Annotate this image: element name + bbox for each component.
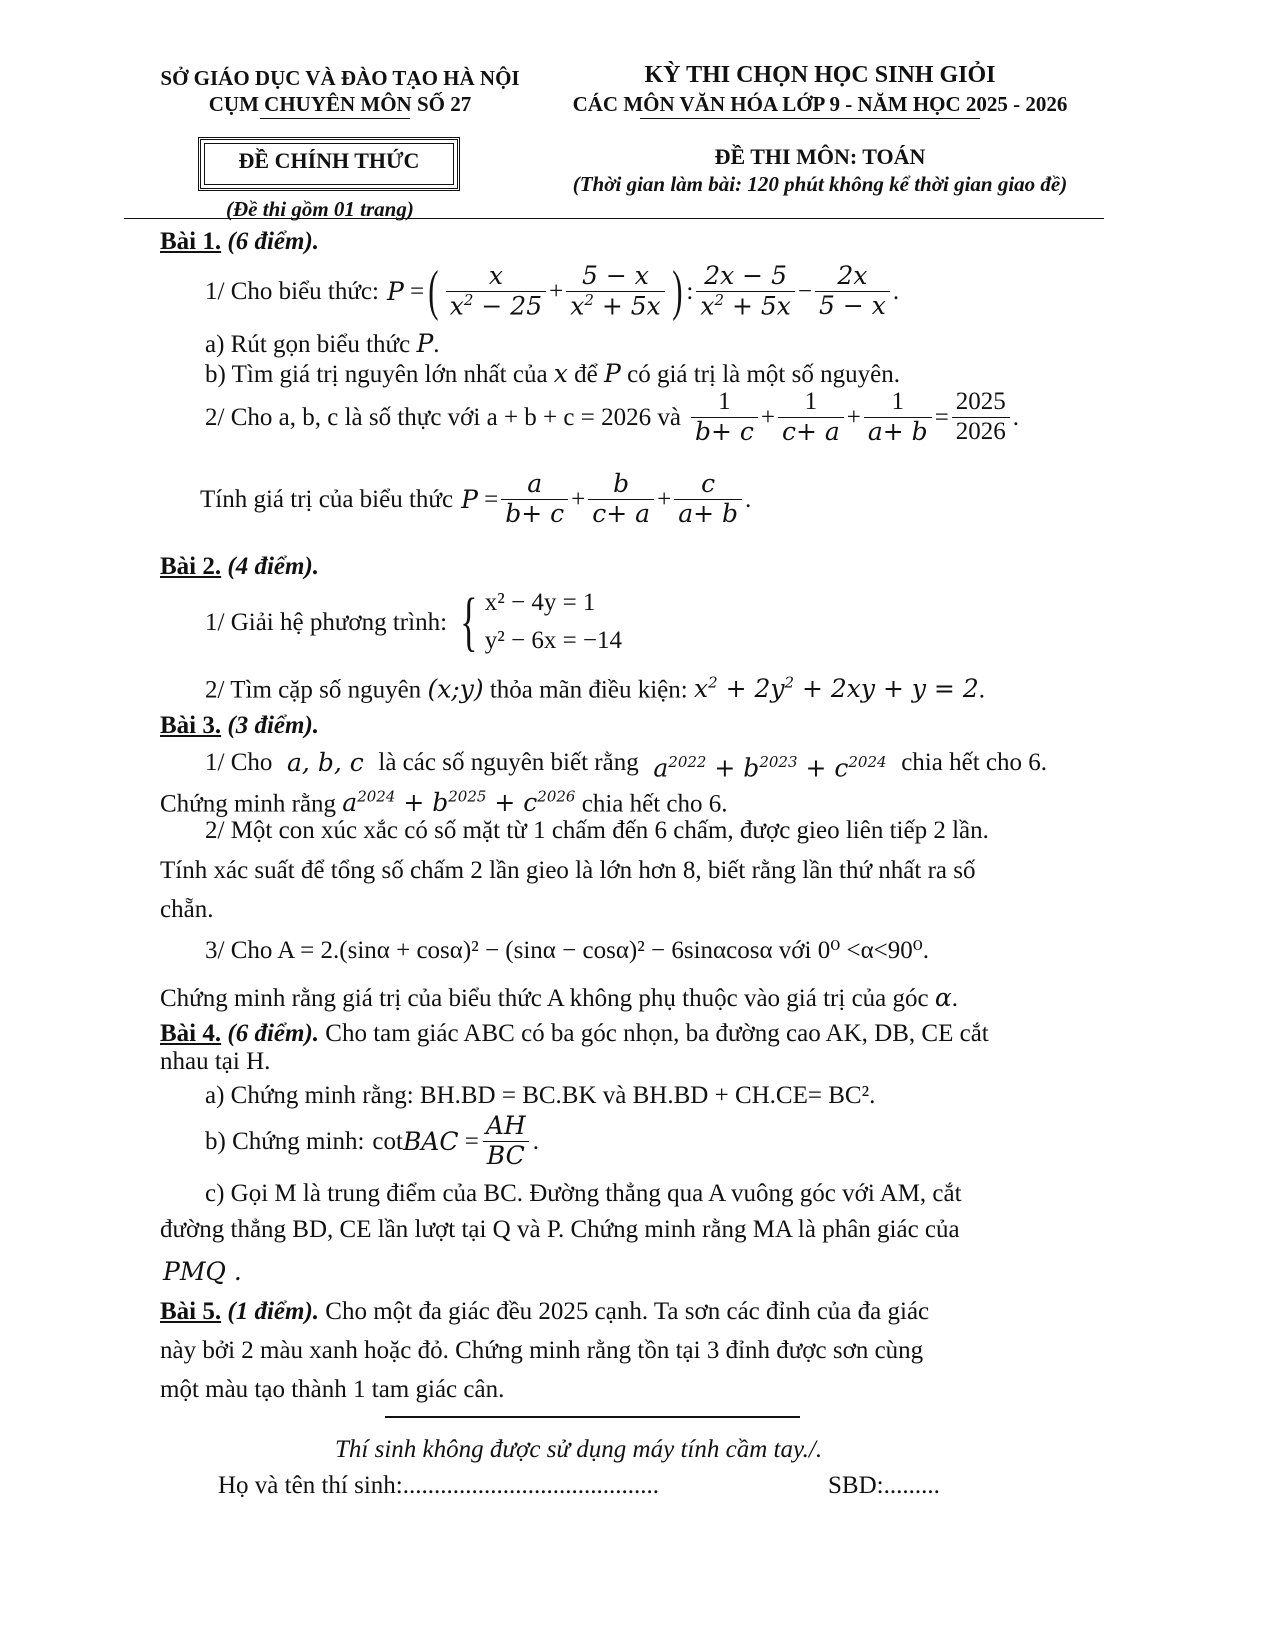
bai3-q2-line1: 2/ Một con xúc xắc có số mặt từ 1 chấm đến 6 chấm, được gieo liên tiếp 2 lần. [205,817,989,844]
bai3-q2-line3: chẵn. [160,896,214,923]
bai2-eq2: y² − 6x = −14 [484,627,623,654]
bai3-q1-line1: 1/ Cho a, b, c là các số nguyên biết rằng $a^{2022} + b^{2023} + c^{2024}$ chia hết cho 6. [205,748,1047,783]
bai3-q3-line2: Chứng minh rằng giá trị của biểu thức A không phụ thuộc vào giá trị của góc α. [160,983,958,1012]
cluster-name: CỤM CHUYÊN MÔN SỐ 27 [208,92,472,116]
header-rule [124,218,1104,219]
bai2-heading: Bài 2. (4 điểm). [160,553,320,580]
bai1-heading [160,226,319,257]
header-underline-right [640,118,980,119]
bai4-c-line2: đường thẳng BD, CE lần lượt tại Q và P. Chứng minh rằng MA là phân giác của [160,1216,960,1243]
bai3-heading: Bài 3. (3 điểm). [160,712,320,739]
bai3-q2-line2: Tính xác suất để tổng số chấm 2 lần gieo là lớn hơn 8, biết rằng lần thứ nhất ra số [160,857,976,884]
pages-note: (Đề thi gồm 01 trang) [226,197,414,221]
bai2-q2: 2/ Tìm cặp số nguyên (x;y) thỏa mãn điều kiện: $x^2 + 2y^2 + 2xy + y = 2$. [205,674,985,704]
bai4-a: a) Chứng minh rằng: BH.BD = BC.BK và BH.BD + CH.CE= BC². [205,1082,876,1109]
bai4-intro-2: nhau tại H. [160,1048,271,1075]
official-label: ĐỀ CHÍNH THỨC [238,148,420,173]
bai1-q1-intro: 1/ Cho biểu thức: [205,277,379,305]
bai4-c-line3: PMQ . [163,1257,242,1286]
bai5-line2: này bởi 2 màu xanh hoặc đỏ. Chứng minh rằng tồn tại 3 đỉnh được sơn cùng [160,1337,924,1364]
header-underline-left [260,118,410,119]
bai1-q1a: a) Rút gọn biểu thức P. [205,329,440,358]
exam-subtitle: CÁC MÔN VĂN HÓA LỚP 9 - NĂM HỌC 2025 - 2026 [572,92,1068,116]
bai1-q1-expression: 1/ Cho biểu thức: P = ( $\frac{x}{x^2 - 25}$ + $\frac{5 - x}{x^2 + 5x}$ ) : $\frac{2x - 5}{x^2 + 5x}$ − $\frac{2x}{5 - x}$ . [205,260,900,323]
bai3-q3-line1: 3/ Cho A = 2.(sinα + cosα)² − (sinα − cosα)² − 6sinαcosα với 0⁰ <α<90⁰. [205,937,930,964]
footer-note: Thí sinh không được sử dụng máy tính cầm tay./. [335,1436,823,1463]
dept-name: SỞ GIÁO DỤC VÀ ĐÀO TẠO HÀ NỘI [160,66,520,90]
footer-rule [385,1416,800,1418]
bai1-q1b: b) Tìm giá trị nguyên lớn nhất của x để P có giá trị là một số nguyên. [205,359,900,388]
subject-label: ĐỀ THI MÔN: TOÁN [714,144,926,169]
bai5-line1: Bài 5. (1 điểm). Cho một đa giác đều 2025 cạnh. Ta sơn các đỉnh của đa giác [160,1298,930,1325]
bai4-b: b) Chứng minh: cot BAC = $\frac{AH}{BC}$ . [205,1111,539,1170]
bai1-points: (6 điểm). [227,228,320,255]
candidate-name: Họ và tên thí sinh:......................................... [218,1472,659,1499]
bai1-title: Bài 1. [160,228,222,255]
bai1-q2-compute: Tính giá trị của biểu thức P = $\frac{a}{b+ c}$ + $\frac{b}{c+ a}$ + $\frac{c}{a+ b}$ . [200,469,752,528]
bai1-q2-condition: 2/ Cho a, b, c là số thực với a + b + c = 2026 và $\frac{1}{b+ c}$ + $\frac{1}{c+ a}$ + $\frac{1}{a+ b}$ = $\frac{2025}{2026}$ . [205,388,1020,446]
candidate-sbd: SBD:......... [828,1472,940,1499]
time-note: (Thời gian làm bài: 120 phút không kể thời gian giao đề) [572,172,1068,196]
bai3-q1-line2: Chứng minh rằng $a^{2024} + b^{2025} + c^{2026}$ chia hết cho 6. [160,788,728,818]
bai4-c-line1: c) Gọi M là trung điểm của BC. Đường thẳng qua A vuông góc với AM, cắt [205,1180,962,1207]
bai5-line3: một màu tạo thành 1 tam giác cân. [160,1376,505,1403]
bai2-q1-system: 1/ Giải hệ phương trình: { x² − 4y = 1 y² − 6x = −14 [205,585,623,658]
exam-title: KỲ THI CHỌN HỌC SINH GIỎI [644,62,996,88]
bai4-intro: Bài 4. (6 điểm). Cho tam giác ABC có ba góc nhọn, ba đường cao AK, DB, CE cắt [160,1020,989,1047]
bai2-eq1: x² − 4y = 1 [484,589,596,616]
